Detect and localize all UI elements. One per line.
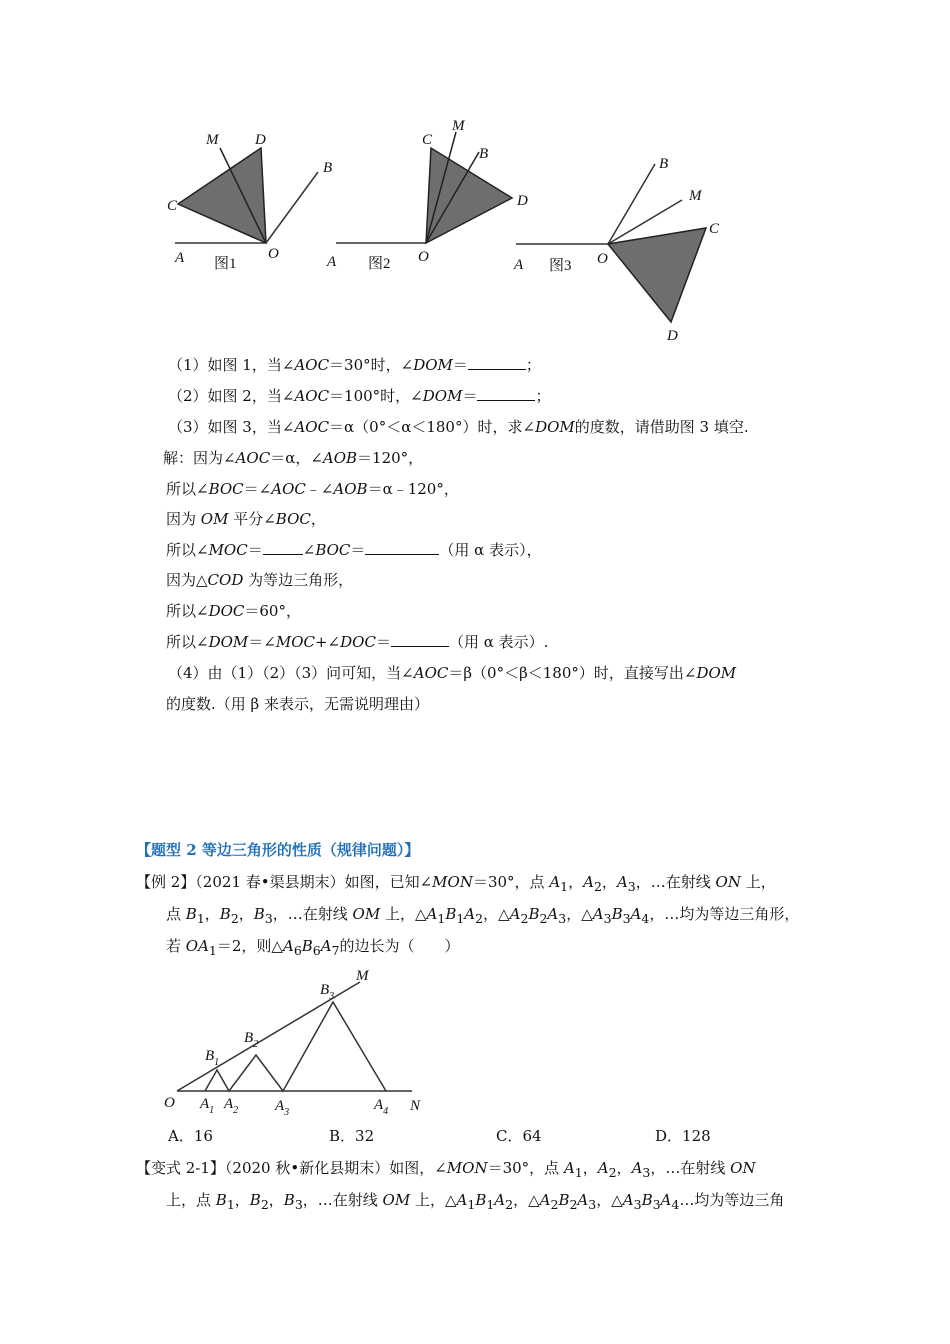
choice-b[interactable]: B．32 xyxy=(329,1127,375,1145)
variant-2-1-line-1: 【变式 2-1】（2020 秋•新化县期末）如图，∠MON＝30°，点 $A_1$，$A_2$，$A_3$，…在射线 ON xyxy=(136,1159,756,1180)
figure-2 xyxy=(326,118,528,272)
solution-line-7: 所以∠DOM＝∠MOC+∠DOC＝ （用 α 表示）. xyxy=(166,633,549,651)
fig3-label-B: B xyxy=(659,156,669,172)
fig3-label-D: D xyxy=(667,328,678,344)
figure-3 xyxy=(513,156,720,344)
solution-line-6: 所以∠DOC＝60°， xyxy=(166,602,301,620)
fig3-label-M: M xyxy=(689,188,702,204)
fig3-label-C: C xyxy=(709,221,720,237)
solution-line-2: 所以∠BOC＝∠AOC﹣∠AOB＝α﹣120°， xyxy=(166,480,459,498)
answer-blank-3[interactable] xyxy=(263,540,303,555)
fig3-label-O: O xyxy=(597,251,608,267)
fig2-label-M: M xyxy=(452,118,465,134)
answer-blank-5[interactable] xyxy=(391,632,449,647)
fig2-label-C: C xyxy=(422,132,433,148)
fig2-caption: 图2 xyxy=(368,256,391,272)
solution-line-4: 所以∠MOC＝ ∠BOC＝ （用 α 表示）， xyxy=(166,541,542,559)
question-2: （2）如图 2，当∠AOC＝100°时，∠DOM＝ ； xyxy=(168,387,551,405)
section-heading: 【题型 2 等边三角形的性质（规律问题）】 xyxy=(136,841,420,859)
question-4-line-1: （4）由（1）（2）（3）问可知，当∠AOC＝β（0°＜β＜180°）时，直接写出∠DOM xyxy=(168,664,737,682)
fig1-caption: 图1 xyxy=(214,256,237,272)
fig1-label-O: O xyxy=(268,246,279,262)
fig3-label-A: A xyxy=(514,257,524,273)
solution-line-5: 因为△COD 为等边三角形， xyxy=(166,571,354,589)
fig2-label-O: O xyxy=(418,249,429,265)
fig1-label-M: M xyxy=(206,132,219,148)
triangle-pattern-figure xyxy=(160,960,440,1120)
fig-label-B2: $B_2$ xyxy=(244,1030,259,1050)
solution-line-1: 解：因为∠AOC＝α，∠AOB＝120°， xyxy=(163,449,424,467)
question-1: （1）如图 1，当∠AOC＝30°时，∠DOM＝ ； xyxy=(168,356,541,374)
answer-blank-2[interactable] xyxy=(477,386,535,401)
fig-label-A3: $A_3$ xyxy=(275,1098,290,1118)
fig2-label-B: B xyxy=(479,146,489,162)
choice-d[interactable]: D．128 xyxy=(655,1127,711,1145)
variant-2-1-line-2: 上，点 $B_1$，$B_2$，$B_3$，…在射线 OM 上，$\triangle A_1B_1A_2$，$\triangle A_2B_2A_3$，$\triangle A_3B_3A_4\dots$均为等边三角 xyxy=(166,1191,785,1212)
fig1-label-A: A xyxy=(175,250,185,266)
fig-label-B3: $B_3$ xyxy=(320,982,335,1002)
question-4-line-2: 的度数.（用 β 来表示，无需说明理由） xyxy=(166,695,429,713)
answer-blank-4[interactable] xyxy=(365,540,439,555)
fig-label-A4: $A_4$ xyxy=(374,1097,389,1117)
fig-label-N: N xyxy=(410,1098,421,1114)
figure-1 xyxy=(167,132,332,272)
choice-a[interactable]: A．16 xyxy=(168,1127,213,1145)
question-3: （3）如图 3，当∠AOC＝α（0°＜α＜180°）时，求∠DOM的度数，请借助图 3 填空. xyxy=(168,418,749,436)
fig1-label-C: C xyxy=(167,198,178,214)
fig2-label-D: D xyxy=(517,193,528,209)
fig-label-M: M xyxy=(356,968,369,984)
fig3-caption: 图3 xyxy=(549,258,572,274)
fig1-label-D: D xyxy=(255,132,266,148)
fig-label-A2: $A_2$ xyxy=(224,1096,239,1116)
fig2-label-A: A xyxy=(327,254,337,270)
fig-label-A1: $A_1$ xyxy=(200,1096,215,1116)
fig-label-B1: $B_1$ xyxy=(205,1048,220,1068)
example-2-line-1: 【例 2】（2021 春•渠县期末）如图，已知∠MON＝30°，点 $A_1$，$A_2$，$A_3$，…在射线 ON 上， xyxy=(136,873,776,894)
answer-blank-1[interactable] xyxy=(468,355,526,370)
example-2-line-3: 若 $OA_1=2$，则$\triangle A_6B_6A_7$的边长为（ ） xyxy=(166,937,460,958)
fig1-label-B: B xyxy=(323,160,333,176)
solution-line-3: 因为 OM 平分∠BOC， xyxy=(166,510,326,528)
fig-label-O: O xyxy=(164,1095,175,1111)
example-2-line-2: 点 $B_1$，$B_2$，$B_3$，…在射线 OM 上，$\triangle A_1B_1A_2$，$\triangle A_2B_2A_3$，$\triangle A_3B_3A_4$，…均为等边三角形， xyxy=(166,905,800,926)
choice-c[interactable]: C．64 xyxy=(496,1127,542,1145)
angle-figures xyxy=(160,110,760,345)
